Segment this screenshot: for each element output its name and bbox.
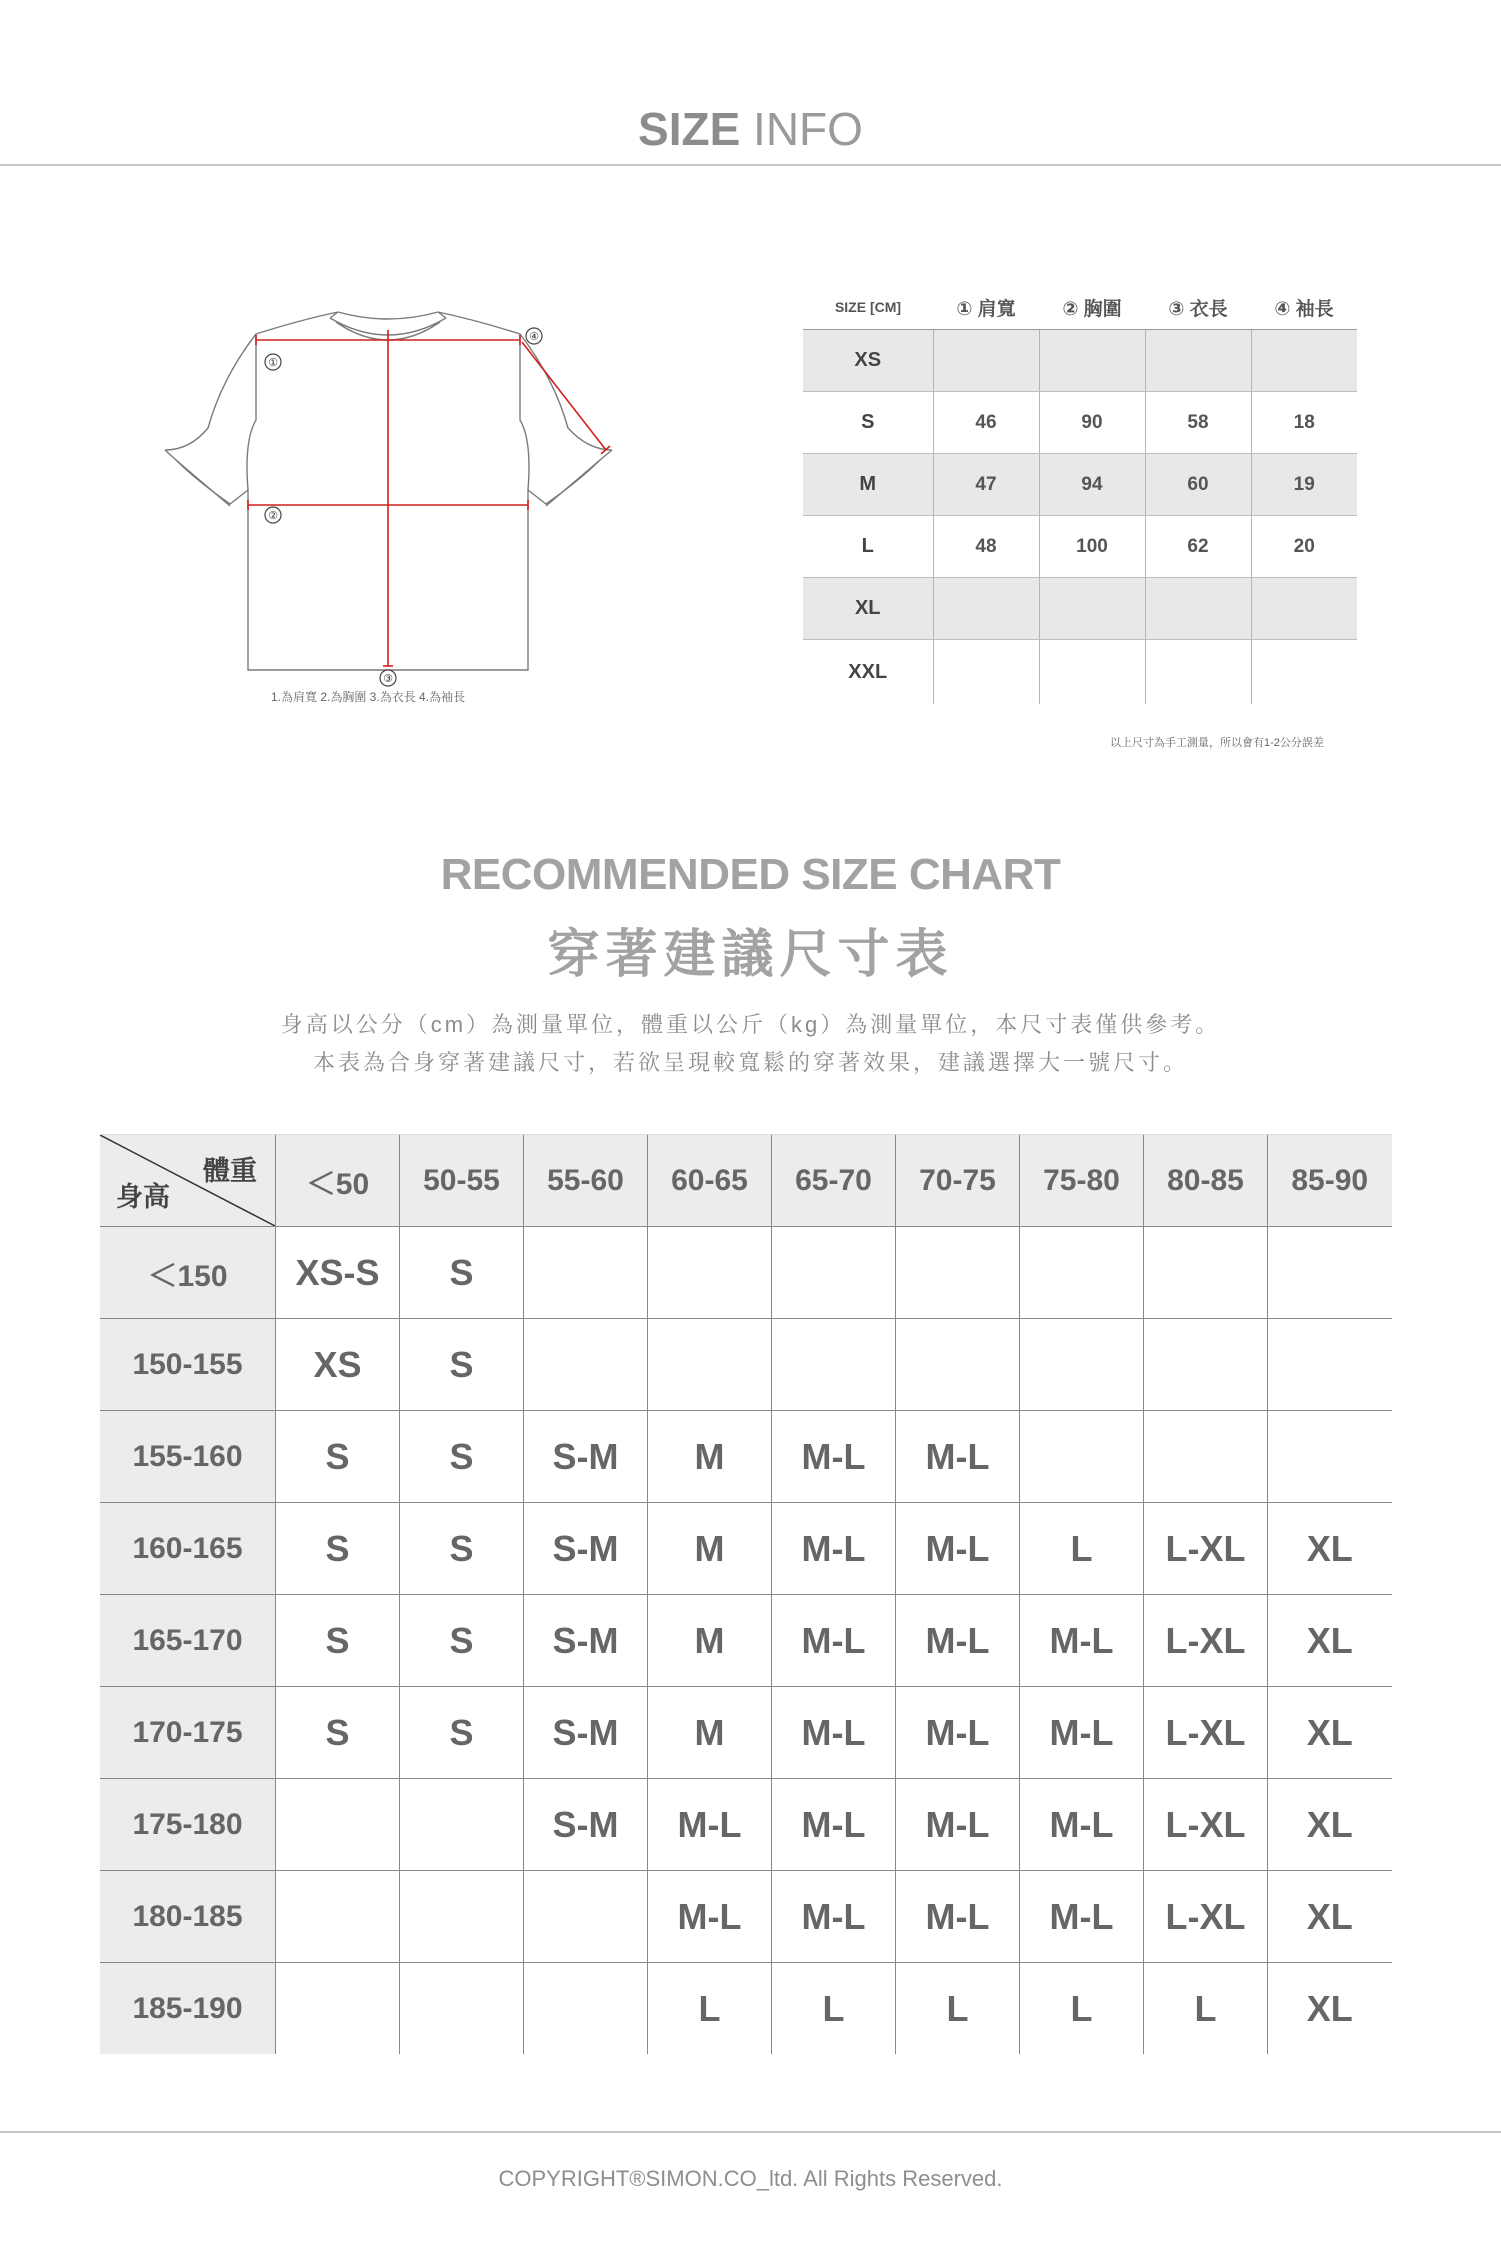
measure-size-label: XXL — [803, 640, 933, 705]
weight-header: 55-60 — [524, 1135, 648, 1227]
measurement-note: 以上尺寸為手工測量，所以會有1-2公分誤差 — [1110, 737, 1324, 749]
recommended-size-cell — [648, 1227, 772, 1319]
measure-size-label: XS — [803, 330, 933, 392]
recommended-size-cell — [1144, 1227, 1268, 1319]
recommend-row — [100, 1595, 1392, 1687]
recommended-size-cell: M-L — [772, 1595, 896, 1687]
measure-value — [933, 578, 1039, 640]
measure-value — [1039, 640, 1145, 705]
recommended-size-cell: M-L — [648, 1871, 772, 1963]
recommended-size-cell: M-L — [772, 1871, 896, 1963]
recommended-size-cell: S-M — [524, 1779, 648, 1871]
sleeve-line — [522, 342, 606, 450]
recommended-size-cell — [524, 1227, 648, 1319]
recommended-size-cell: M-L — [896, 1503, 1020, 1595]
recommend-row — [100, 1963, 1392, 2055]
weight-header: 50-55 — [400, 1135, 524, 1227]
recommended-size-cell — [1268, 1319, 1392, 1411]
recommended-size-cell: M — [648, 1687, 772, 1779]
measure-value — [1145, 330, 1251, 392]
corner-header — [100, 1135, 276, 1227]
recommend-row — [100, 1319, 1392, 1411]
recommended-size-cell: M-L — [772, 1687, 896, 1779]
recommended-size-cell: S — [400, 1411, 524, 1503]
weight-header: 70-75 — [896, 1135, 1020, 1227]
recommended-subtitle: 穿著建議尺寸表 — [547, 926, 954, 984]
recommended-size-cell: M — [648, 1595, 772, 1687]
recommended-size-cell: S-M — [524, 1411, 648, 1503]
measure-value — [1251, 578, 1357, 640]
recommend-row — [100, 1687, 1392, 1779]
tshirt-diagram — [160, 300, 640, 720]
recommended-size-cell: L-XL — [1144, 1871, 1268, 1963]
recommended-size-cell: M-L — [896, 1871, 1020, 1963]
recommended-size-cell — [276, 1963, 400, 2055]
height-row-header: 170-175 — [100, 1687, 276, 1779]
size-info-title-bold: SIZE — [638, 103, 741, 155]
recommended-size-cell: M-L — [1020, 1687, 1144, 1779]
recommended-size-cell: XL — [1268, 1871, 1392, 1963]
recommended-size-cell: S — [400, 1595, 524, 1687]
measure-value: 90 — [1039, 392, 1145, 454]
recommended-size-cell — [896, 1227, 1020, 1319]
header-divider — [0, 164, 1501, 166]
recommended-size-cell: S — [276, 1503, 400, 1595]
measure-row — [803, 392, 1357, 454]
measure-value: 46 — [933, 392, 1039, 454]
recommend-row — [100, 1411, 1392, 1503]
recommended-size-cell — [772, 1227, 896, 1319]
recommended-size-cell: L — [1144, 1963, 1268, 2055]
recommended-size-cell — [524, 1963, 648, 2055]
recommended-size-cell — [1144, 1319, 1268, 1411]
recommended-size-cell: M-L — [896, 1687, 1020, 1779]
measure-value — [1145, 578, 1251, 640]
height-row-header: 165-170 — [100, 1595, 276, 1687]
recommended-size-cell: XS — [276, 1319, 400, 1411]
measure-col-header: SIZE [CM] — [803, 285, 933, 330]
measure-col-header: ④ 袖長 — [1251, 285, 1357, 330]
height-row-header: 155-160 — [100, 1411, 276, 1503]
recommended-size-cell: XL — [1268, 1963, 1392, 2055]
recommended-size-cell: XL — [1268, 1687, 1392, 1779]
size-info-title — [0, 102, 1501, 156]
recommended-size-cell: S — [400, 1687, 524, 1779]
recommended-size-cell: L — [648, 1963, 772, 2055]
recommended-size-cell: M — [648, 1411, 772, 1503]
measure-row — [803, 330, 1357, 392]
recommended-size-cell: M-L — [772, 1503, 896, 1595]
measure-value — [1251, 640, 1357, 705]
recommended-size-cell — [1020, 1411, 1144, 1503]
measurement-table — [803, 285, 1357, 704]
weight-header: 65-70 — [772, 1135, 896, 1227]
recommended-size-cell: L — [772, 1963, 896, 2055]
recommended-size-cell: M-L — [1020, 1595, 1144, 1687]
measure-value: 94 — [1039, 454, 1145, 516]
marker-2: ② — [268, 509, 278, 522]
recommended-size-cell — [400, 1963, 524, 2055]
recommended-size-cell: L — [1020, 1503, 1144, 1595]
measure-value — [1145, 640, 1251, 705]
recommended-size-cell: L-XL — [1144, 1595, 1268, 1687]
measure-size-label: S — [803, 392, 933, 454]
recommended-size-cell — [1020, 1319, 1144, 1411]
measure-value — [933, 640, 1039, 705]
corner-height-label: 身高 — [116, 1182, 170, 1212]
recommended-size-cell: L-XL — [1144, 1779, 1268, 1871]
recommended-size-cell: M-L — [896, 1411, 1020, 1503]
weight-header: ＜50 — [276, 1135, 400, 1227]
recommended-size-table — [100, 1134, 1392, 2054]
recommended-size-cell: S — [276, 1595, 400, 1687]
height-row-header: ＜150 — [100, 1227, 276, 1319]
recommended-size-cell: XL — [1268, 1779, 1392, 1871]
recommended-size-cell — [772, 1319, 896, 1411]
recommended-size-cell — [1020, 1227, 1144, 1319]
height-row-header: 150-155 — [100, 1319, 276, 1411]
recommended-size-cell: M-L — [1020, 1871, 1144, 1963]
measure-value: 48 — [933, 516, 1039, 578]
recommended-size-cell: XL — [1268, 1595, 1392, 1687]
measure-value: 100 — [1039, 516, 1145, 578]
measure-size-label: XL — [803, 578, 933, 640]
recommend-row — [100, 1779, 1392, 1871]
measure-row — [803, 454, 1357, 516]
recommended-size-cell: M-L — [1020, 1779, 1144, 1871]
weight-header: 75-80 — [1020, 1135, 1144, 1227]
measure-col-header: ③ 衣長 — [1145, 285, 1251, 330]
measure-value: 20 — [1251, 516, 1357, 578]
recommended-size-cell: S — [400, 1319, 524, 1411]
measure-col-header: ② 胸圍 — [1039, 285, 1145, 330]
recommended-size-cell: S — [400, 1503, 524, 1595]
measure-value: 19 — [1251, 454, 1357, 516]
marker-4: ④ — [529, 330, 539, 343]
measure-value: 62 — [1145, 516, 1251, 578]
recommended-size-cell — [648, 1319, 772, 1411]
copyright-text: COPYRIGHT®SIMON.CO_ltd. All Rights Reserved. — [498, 2166, 1003, 2191]
measure-value — [1251, 330, 1357, 392]
recommend-row — [100, 1227, 1392, 1319]
description-line-1: 身高以公分（cm）為測量單位，體重以公斤（kg）為測量單位，本尺寸表僅供參考。 — [280, 1012, 1221, 1037]
height-row-header: 180-185 — [100, 1871, 276, 1963]
recommended-size-cell: S-M — [524, 1595, 648, 1687]
measure-value: 58 — [1145, 392, 1251, 454]
measure-row — [803, 640, 1357, 705]
recommended-size-cell — [400, 1779, 524, 1871]
measure-size-label: M — [803, 454, 933, 516]
recommended-size-cell: M-L — [772, 1779, 896, 1871]
recommended-size-cell: S — [276, 1687, 400, 1779]
description-line-2: 本表為合身穿著建議尺寸，若欲呈現較寬鬆的穿著效果，建議選擇大一號尺寸。 — [312, 1050, 1188, 1075]
recommended-size-cell: L — [896, 1963, 1020, 2055]
recommended-size-cell: M-L — [896, 1779, 1020, 1871]
recommended-size-cell: S — [276, 1411, 400, 1503]
recommended-size-cell: M — [648, 1503, 772, 1595]
recommended-title: RECOMMENDED SIZE CHART — [440, 850, 1061, 899]
recommended-size-cell: L — [1020, 1963, 1144, 2055]
height-row-header: 175-180 — [100, 1779, 276, 1871]
footer-divider — [0, 2131, 1501, 2133]
height-row-header: 160-165 — [100, 1503, 276, 1595]
measure-value — [1039, 578, 1145, 640]
recommended-size-cell: L-XL — [1144, 1503, 1268, 1595]
measure-value: 60 — [1145, 454, 1251, 516]
recommended-size-cell: M-L — [648, 1779, 772, 1871]
measure-col-header: ① 肩寬 — [933, 285, 1039, 330]
corner-weight-label: 體重 — [203, 1156, 257, 1186]
recommend-row — [100, 1503, 1392, 1595]
recommended-size-cell — [276, 1779, 400, 1871]
weight-header: 80-85 — [1144, 1135, 1268, 1227]
height-row-header: 185-190 — [100, 1963, 276, 2055]
recommended-size-cell: L-XL — [1144, 1687, 1268, 1779]
recommended-size-cell: XS-S — [276, 1227, 400, 1319]
recommended-size-cell — [400, 1871, 524, 1963]
recommend-row — [100, 1871, 1392, 1963]
measure-value — [1039, 330, 1145, 392]
marker-1: ① — [268, 356, 278, 369]
size-info-title-light: INFO — [740, 103, 863, 155]
recommended-size-cell — [1268, 1411, 1392, 1503]
recommended-size-cell: M-L — [772, 1411, 896, 1503]
measure-row — [803, 578, 1357, 640]
measure-value: 47 — [933, 454, 1039, 516]
weight-header: 60-65 — [648, 1135, 772, 1227]
recommended-size-cell — [896, 1319, 1020, 1411]
recommended-size-cell: XL — [1268, 1503, 1392, 1595]
recommended-size-cell: S-M — [524, 1687, 648, 1779]
diagram-caption: 1.為肩寬 2.為胸圍 3.為衣長 4.為袖長 — [271, 690, 466, 704]
recommended-size-cell: M-L — [896, 1595, 1020, 1687]
recommended-size-cell — [1268, 1227, 1392, 1319]
recommended-size-cell — [524, 1319, 648, 1411]
measure-value: 18 — [1251, 392, 1357, 454]
recommended-size-cell — [524, 1871, 648, 1963]
measure-row — [803, 516, 1357, 578]
weight-header: 85-90 — [1268, 1135, 1392, 1227]
recommended-size-cell: S-M — [524, 1503, 648, 1595]
recommended-size-cell: S — [400, 1227, 524, 1319]
measure-size-label: L — [803, 516, 933, 578]
marker-3: ③ — [383, 672, 393, 685]
measure-value — [933, 330, 1039, 392]
recommended-size-cell — [1144, 1411, 1268, 1503]
recommended-size-cell — [276, 1871, 400, 1963]
